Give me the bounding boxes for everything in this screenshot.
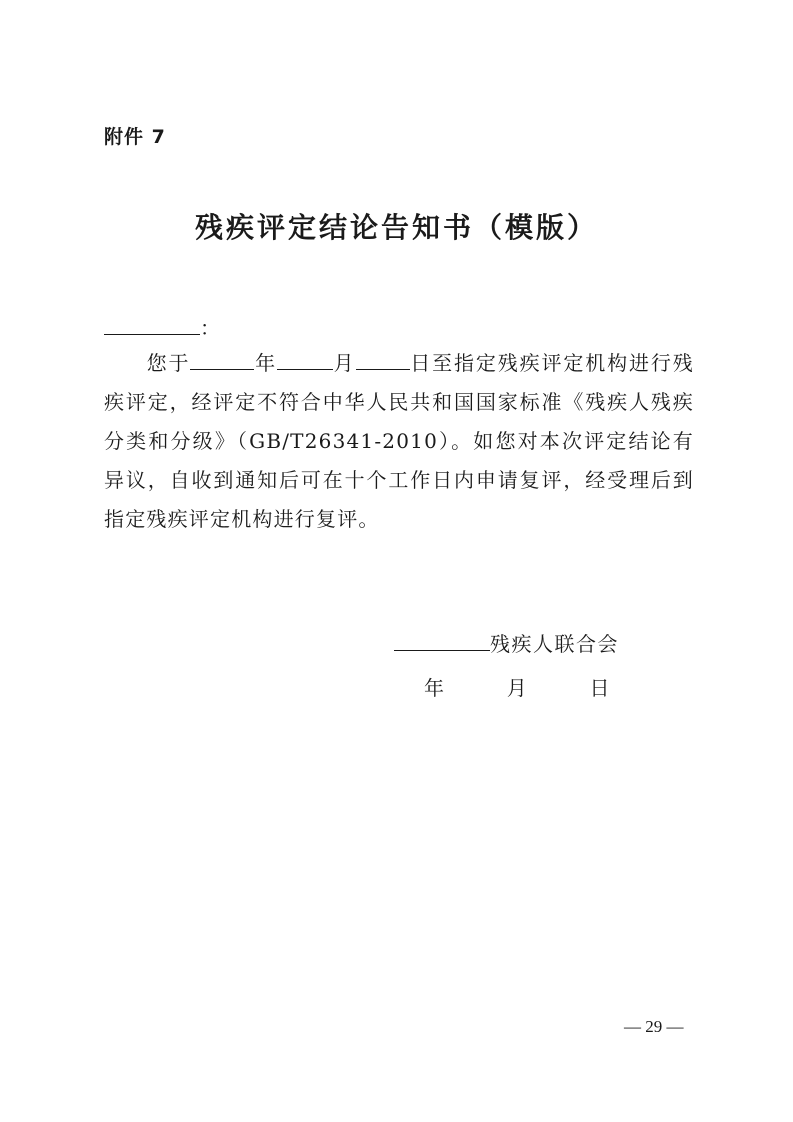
document-title: 残疾评定结论告知书（模版） [194, 211, 598, 244]
attachment-label: 附件 7 [104, 126, 166, 148]
sign-year-label: 年 [424, 676, 444, 700]
body-text-main: 日至指定残疾评定机构进行残疾评定，经评定不符合中华人民共和国国家标准《残疾人残疾分类和分级》（GB/T26341-2010）。如您对本次评定结论有异议，自收到通知后可在十个工作日内申请复评，经受理后到指定残疾评定机构进行复评。 [104, 351, 694, 531]
body-text-prefix: 您于 [146, 351, 191, 375]
signature-line [394, 628, 619, 657]
day-blank[interactable] [356, 347, 410, 370]
body-year-label: 年 [254, 351, 277, 375]
recipient-name-blank[interactable] [104, 312, 200, 335]
month-blank[interactable] [277, 347, 333, 370]
year-blank[interactable] [190, 347, 254, 370]
signature-date [424, 672, 609, 701]
recipient-line [104, 312, 220, 341]
signature-org-suffix: 残疾人联合会 [490, 632, 619, 656]
page-number: — 29 — [624, 1017, 684, 1036]
sign-day-label: 日 [589, 676, 610, 700]
recipient-colon: ： [200, 316, 220, 340]
org-name-blank[interactable] [394, 628, 490, 651]
sign-month-label: 月 [506, 676, 527, 700]
notice-body [104, 344, 694, 539]
notice-paragraph [104, 344, 694, 539]
body-month-label: 月 [333, 351, 356, 375]
